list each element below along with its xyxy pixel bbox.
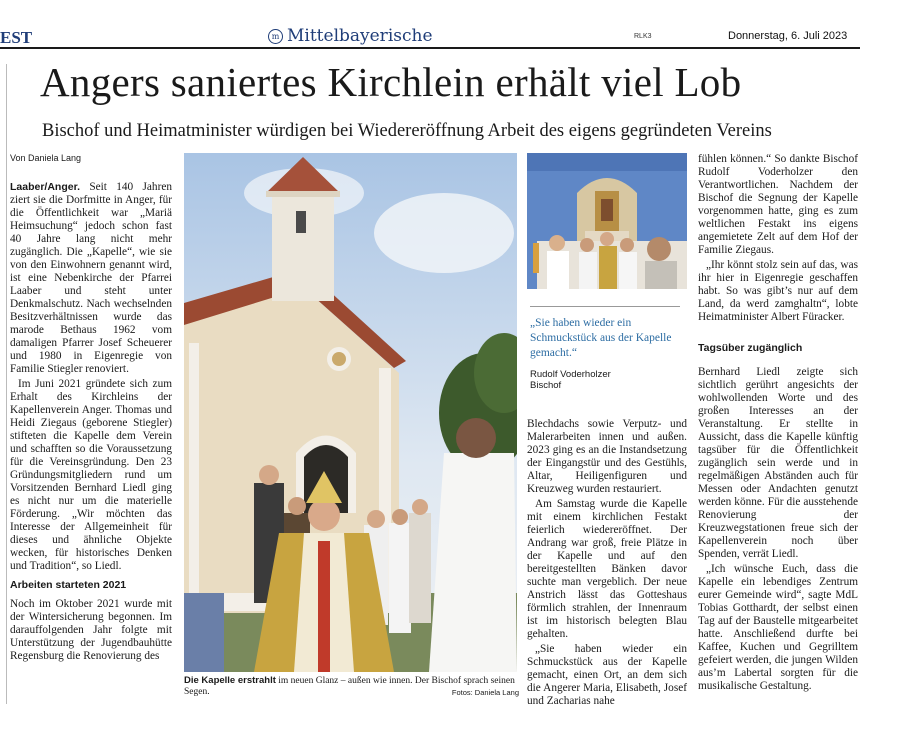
issue-date: Donnerstag, 6. Juli 2023 xyxy=(728,30,848,42)
paragraph: „Ihr könnt stolz sein auf das, was ihr hier in Eigenregie geschaffen habt. So was gibt’s nur auf dem Land, da werd zamghaltn“, lobte Heimatminister Albert Füracker. xyxy=(698,259,858,323)
quote-attribution xyxy=(530,369,611,391)
paragraph: „Ich wünsche Euch, dass die Kapelle ein lebendiges Zentrum eurer Gemeinde wird“, sagte MdL Tobias Gotthardt, der selbst einen Tag auf der Baustelle mitgearbeitet hatte. Anschließend durfte bei Kaffee, Kuchen und Gegrilltem gefeiert werden, die jungen Wilden aus’m Labertal sorgten für die musikalische Gestaltung. xyxy=(698,563,858,692)
newspaper-logo xyxy=(268,26,433,46)
subheadline: Bischof und Heimatminister würdigen bei Wiedereröffnung Arbeit des eigens gegründeten Vereins xyxy=(42,121,772,141)
paragraph: Noch im Oktober 2021 wurde mit der Wintersicherung begonnen. Im darauffolgenden Jahr folgte mit Unterstützung der Jugendbauhütte Regensburg die Renovierung des xyxy=(10,598,172,662)
page-code: RLK3 xyxy=(634,33,652,40)
column-divider xyxy=(6,64,7,704)
paragraph: Im Juni 2021 gründete sich zum Erhalt des Kirchleins der Kapellenverein Anger. Thomas und Heidi Ziegaus (geborene Stiegler) stifteten die Kapelle dem Verein und schafften so die Voraussetzung für die Vereinsgründung. Den 23 Gründungsmitgliedern rund um Vorsitzenden Bernhard Liedl ging es nicht nur um die materielle Förderung. „Wir möchten das Interesse der Allgemeinheit für dieses und ähnliche Objekte wecken, für historisches Denken und Tradition“, so Liedl. xyxy=(10,378,172,572)
caption-lead: Die Kapelle erstrahlt xyxy=(184,675,276,686)
paragraph: Bernhard Liedl zeigte sich sichtlich gerührt angesichts der wohlwollenden Worte und des großen Interesses an der Veranstaltung. Er stellte in Aussicht, dass die Kapelle künftig tagsüber für die Öffentlichkeit zugänglich sein werde und in regelmäßigen Abständen auch für Messen oder Andachten genutzt werden könne. Für die ausstehende Renovierung der Kreuzwegstationen freue sich der Kapellenverein noch über Spenden, verrät Liedl. xyxy=(698,366,858,560)
caption-text: im neuen Glanz – außen wie innen. Der Bischof sprach seinen Segen. xyxy=(184,676,515,697)
logo-mark-icon: m xyxy=(268,29,283,44)
article-column-1 xyxy=(10,181,172,665)
paragraph: Am Samstag wurde die Kapelle mit einem kirchlichen Festakt feierlich wiedereröffnet. Der Andrang war groß, freie Plätze in der Kapelle und auf den bereitgestellten Bänken davor suchte man vergeblich. Der neue Anstrich lässt das Gotteshaus förmlich strahlen, der Innenraum ist im historisch belegten Blau gehalten. xyxy=(527,498,687,640)
interior-photo-illustration xyxy=(527,153,687,289)
chapel-photo xyxy=(184,153,517,672)
page-header xyxy=(0,24,923,48)
article-column-4-continued xyxy=(698,366,858,695)
photo-caption xyxy=(184,675,519,698)
paragraph: „Sie haben wieder ein Schmuckstück aus der Kapelle gemacht, einen Ort, an dem sich die Angerer Maria, Elisabeth, Josef und Zacharias nahe xyxy=(527,643,687,707)
interior-photo xyxy=(527,153,687,289)
author: Von Daniela Lang xyxy=(10,153,82,163)
header-rule xyxy=(0,47,860,49)
article-column-4 xyxy=(698,153,858,326)
quote-role: Bischof xyxy=(530,380,562,391)
paragraph: fühlen können.“ So dankte Bischof Rudolf Voderholzer den Verantwortlichen. Nachdem der Bischof die Segnung der Kapelle vorgenommen hatte, ging es zum weltlichen Festakt ins eigens angemietete Zelt auf dem Hof der Familie Ziegaus. xyxy=(698,153,858,256)
headline: Angers saniertes Kirchlein erhält viel Lob xyxy=(40,59,742,105)
paragraph xyxy=(10,181,172,376)
quote-rule xyxy=(530,306,680,307)
chapel-photo-illustration xyxy=(184,153,517,672)
quote-name: Rudolf Voderholzer xyxy=(530,369,611,380)
section-heading: Tagsüber zugänglich xyxy=(698,342,803,354)
pull-quote: „Sie haben wieder ein Schmuckstück aus der Kapelle gemacht.“ xyxy=(530,317,672,359)
section-label: EST xyxy=(0,28,33,47)
paragraph-text: Seit 140 Jahren ziert sie die Dorfmitte in Anger, für die Öffentlichkeit war „Mariä Heimsuchung“ jedoch schon fast 40 Jahre lang nicht mehr zugänglich. Die „Kapelle“, wie sie von den Einwohnern genannt wird, ist eine Nebenkirche der Pfarrei Laaber und steht unter Denkmalschutz. Nach wechselnden Besitzverhältnissen wurde das marode Bethaus 1962 vom damaligen Pfarrer Josef Scheuerer und 1980 in Eigenregie von Familie Stiegler renoviert. xyxy=(10,181,173,375)
paragraph: Blechdachs sowie Verputz- und Malerarbeiten innen und außen. 2023 ging es an die Instandsetzung der Eingangstür und des Gestühls, Altar, Heiligenfiguren und Kreuzweg wurden restauriert. xyxy=(527,418,687,495)
article-column-3 xyxy=(527,418,687,710)
dateline: Laaber/Anger. xyxy=(10,181,81,193)
logo-text: Mittelbayerische xyxy=(287,26,433,46)
photo-credit: Fotos: Daniela Lang xyxy=(451,688,519,697)
section-heading: Arbeiten starteten 2021 xyxy=(10,579,127,591)
